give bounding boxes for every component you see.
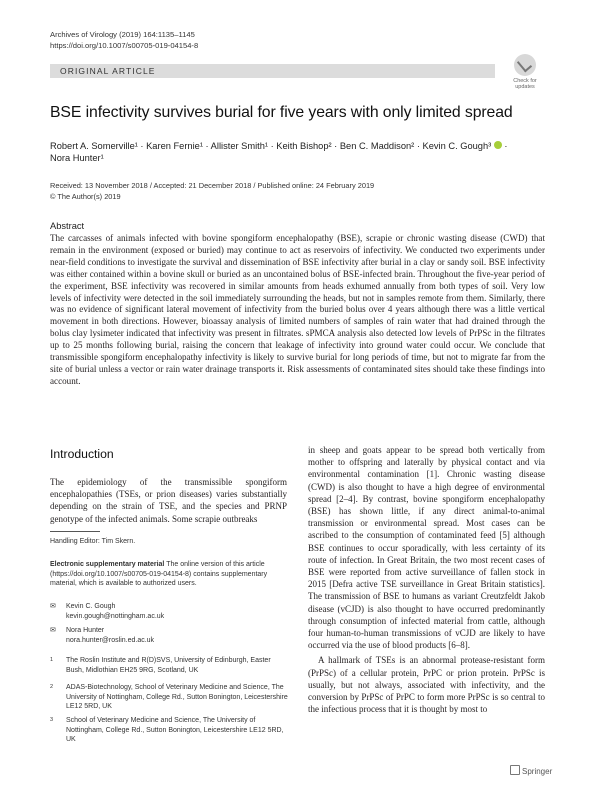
corresponding-author-2 <box>50 626 288 646</box>
aff1-text: The Roslin Institute and R(D)SVS, University of Edinburgh, Easter Bush, Midlothian EH25 9RG, Scotland, UK <box>66 657 271 674</box>
aff3-number: 3 <box>50 717 54 723</box>
esm-text[interactable]: The online version of this article (https://doi.org/10.1007/s00705-019-04154-8) contains supplementary material, which is available to authorized users. <box>50 561 268 588</box>
author-list <box>50 140 540 165</box>
dates-line: Received: 13 November 2018 / Accepted: 21 December 2018 / Published online: 24 February 2019 <box>50 181 375 190</box>
handling-editor: Handling Editor: Tim Skern. <box>50 538 136 545</box>
journal-doi[interactable]: https://doi.org/10.1007/s00705-019-04154-8 <box>50 40 199 50</box>
aff1-number: 1 <box>50 657 54 663</box>
authors-line-2: Nora Hunter¹ <box>50 153 104 164</box>
affiliation-1 <box>50 656 288 676</box>
introduction-heading: Introduction <box>50 447 114 461</box>
check-for-updates-badge[interactable] <box>510 54 540 96</box>
springer-logo-icon <box>510 765 520 775</box>
envelope-icon: ✉ <box>50 603 56 610</box>
orcid-icon[interactable] <box>494 141 502 149</box>
corr1-email[interactable]: kevin.gough@nottingham.ac.uk <box>66 612 165 620</box>
article-type-banner <box>50 64 495 78</box>
corr1-name: Kevin C. Gough <box>66 603 116 610</box>
affiliation-3 <box>50 716 288 746</box>
copyright-line: © The Author(s) 2019 <box>50 191 121 201</box>
corr2-email[interactable]: nora.hunter@roslin.ed.ac.uk <box>66 636 155 644</box>
intro-paragraph-2: A hallmark of TSEs is an abnormal protease-resistant form (PrPSc) of a cellular protein, PrPC or prion protein. PrPSc is usually, but not always, associated with infectivity, and the conversion by PrPSc of PrPC to form more PrPSc is so central to the infectious process that it is thought by most to <box>308 655 545 715</box>
aff2-text: ADAS-Biotechnology, School of Veterinary Medicine and Science, The University of Nottingham, College Rd., Sutton Bonington, Leicestershire LE12 5RD, UK <box>66 684 288 710</box>
check-updates-icon <box>514 54 536 76</box>
aff3-text: School of Veterinary Medicine and Science, The University of Nottingham, College Rd., Sutton Bonington, Leicestershire LE12 5RD, UK <box>66 717 284 743</box>
check-updates-label: Check for updates <box>513 78 537 90</box>
intro-paragraph-1: in sheep and goats appear to be spread both vertically from mother to offspring and laterally by physical contact and via environmental contamination [1]. Chronic wasting disease (CWD) is also thought to have a high degree of environmental spread [2–4]. By contrast, bovine spongiform encephalopathy (BSE) has shown little, if any direct animal-to-animal transmission or environmental spread. Most cases can be ascribed to the consumption of contaminated feed [5] although BSE continues to occur sporadically, with less certainty of its route of infection. In Great Britain, the two most recent cases of BSE were reported from active surveillance of fallen stock in 2015 [Defra active TSE surveillance in Great Britain statistics]. The transmission of BSE to humans as variant Creutzfeldt Jakob disease (vCJD) is also thought to have occurred predominantly through consumption of infected material from cattle, although four human-to-human transmissions of vCJD are likely to have occurred via the use of blood products [6–8]. <box>308 445 545 651</box>
journal-citation: Archives of Virology (2019) 164:1135–1145 <box>50 30 195 39</box>
corr2-name: Nora Hunter <box>66 627 105 634</box>
publisher-name: Springer <box>522 767 553 776</box>
footnote-divider <box>50 531 100 532</box>
electronic-supplementary-material <box>50 560 288 589</box>
publisher-logo <box>510 765 552 776</box>
article-title: BSE infectivity survives burial for five years with only limited spread <box>50 104 513 121</box>
introduction-left-column: The epidemiology of the transmissible spongiform encephalopathies (TSEs, or prion diseases) varies substantially depending on the strain of TSE, and the species and PRNP genotype of the infected animals. Some scrapie outbreaks <box>50 477 287 524</box>
journal-header <box>50 30 198 51</box>
esm-label: Electronic supplementary material <box>50 561 165 568</box>
aff2-number: 2 <box>50 684 54 690</box>
article-type-label: ORIGINAL ARTICLE <box>60 66 156 76</box>
authors-line-1-tail: · <box>501 141 508 151</box>
envelope-icon: ✉ <box>50 627 56 634</box>
corresponding-author-1 <box>50 602 288 622</box>
introduction-right-column <box>308 444 545 762</box>
abstract-heading: Abstract <box>50 221 85 231</box>
authors-line-1: Robert A. Somerville¹ · Karen Fernie¹ · Allister Smith¹ · Keith Bishop² · Ben C. Maddison² · Kevin C. Gough³ <box>50 141 492 151</box>
affiliation-2 <box>50 683 288 713</box>
publication-dates <box>50 181 374 202</box>
abstract-text: The carcasses of animals infected with bovine spongiform encephalopathy (BSE), scrapie or chronic wasting disease (CWD) that remain in the environment (exposed or buried) may continue to act as reservoirs of infectivity. We conducted two experiments under near-field conditions to investigate the survival and dissemination of BSE infectivity after burial in a clay or sandy soil. BSE infectivity was either contained within a bovine skull or buried as an uncontained bolus of BSE-infected brain. Throughout the five-year period of the experiment, BSE infectivity was recovered in similar amounts from heads exhumed annually from both types of soil. Very low levels of infectivity were detected in the soil immediately surrounding the heads, but not in samples remote from them. Similarly, there was no evidence of significant lateral movement of infectivity from the buried bolus over 4 years although there was a little vertical movement in both directions. However, bioassay analysis of limited numbers of samples of rain water that had drained through the bolus clay lysimeter indicated that infectivity was present in filtrates. sPMCA analysis also detected low levels of PrPSc in the filtrates up to 25 months following burial, raising the concern that leakage of infectivity into ground water could occur. We conclude that transmissible spongiform encephalopathy infectivity is likely to survive burial for long periods of time, but not to migrate far from the site of burial unless a vector or rain water drainage transports it. Risk assessments of contaminated sites should take these findings into account. <box>50 233 545 386</box>
